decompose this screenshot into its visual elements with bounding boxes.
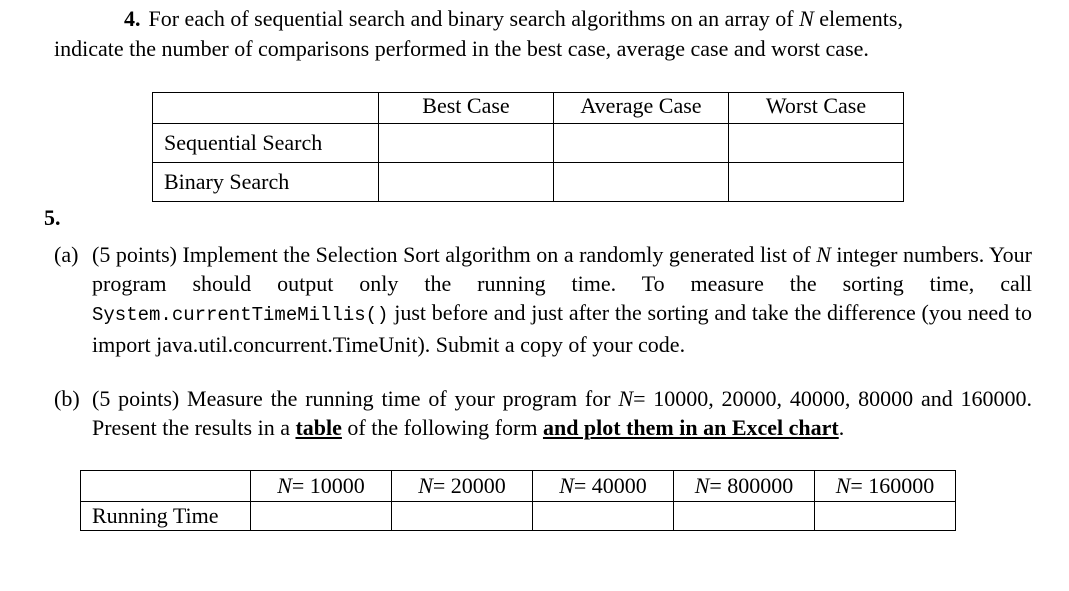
header-average-case: Average Case <box>554 93 729 124</box>
question-5b-label: (b) <box>54 386 80 411</box>
header-var-n: N <box>418 473 433 498</box>
question-5b-text-4: . <box>838 415 845 440</box>
question-4-line-1 <box>124 6 903 32</box>
table-row <box>153 124 904 163</box>
table-cell <box>533 502 674 531</box>
table-header-row <box>153 93 904 124</box>
header-var-n: N <box>277 473 292 498</box>
question-5-number: 5. <box>44 205 61 230</box>
question-5b-emph-chart: and plot them in an Excel chart <box>542 415 839 440</box>
header-n-800000: N= 800000 <box>674 471 815 502</box>
question-5a-text-2: integer numbers. Your program should output only the running time. To measure the sorting time, call <box>92 242 1032 296</box>
question-4-number: 4. <box>124 6 141 31</box>
question-5b-paragraph <box>54 384 1032 442</box>
table-cell <box>815 502 956 531</box>
table-cell <box>379 124 554 163</box>
question-5a-code: System.currentTimeMillis() <box>92 304 389 326</box>
row-label-running-time: Running Time <box>81 502 251 531</box>
table-row <box>81 502 956 531</box>
table-cell <box>379 163 554 202</box>
header-var-n: N <box>835 473 851 498</box>
header-n-20000: N= 20000 <box>392 471 533 502</box>
header-n-160000: N= 160000 <box>815 471 956 502</box>
header-var-n: N <box>694 473 710 498</box>
question-4-line-2: indicate the number of comparisons performed in the best case, average case and worst case. <box>54 36 869 61</box>
header-best-case: Best Case <box>379 93 554 124</box>
table-cell <box>729 124 904 163</box>
row-label-sequential-search: Sequential Search <box>153 124 379 163</box>
question-5b-text-1: (5 points) Measure the running time of your program for <box>92 386 611 411</box>
question-5a-paragraph <box>54 240 1032 359</box>
question-5a-var-n: N <box>816 242 831 267</box>
table-row <box>153 163 904 202</box>
question-5b-emph-table: table <box>295 415 342 440</box>
question-5b-body <box>92 384 1032 442</box>
search-comparison-table <box>152 92 904 202</box>
table-header-row <box>81 471 956 502</box>
header-n-40000: N= 40000 <box>533 471 674 502</box>
table-header-cell <box>81 471 251 502</box>
running-time-table <box>80 470 956 531</box>
question-4-var-n: N <box>799 6 814 31</box>
question-4-text-a: For each of sequential search and binary search algorithms on an array of <box>148 6 794 31</box>
question-5a-text-3: just before and just after the sorting and take the difference (you need to import java.util.concurrent.TimeUnit). Submit a copy of your code. <box>92 300 1033 357</box>
question-5a-body <box>92 240 1032 359</box>
row-label-binary-search: Binary Search <box>153 163 379 202</box>
table-header-cell <box>153 93 379 124</box>
table-cell <box>729 163 904 202</box>
table-cell <box>674 502 815 531</box>
question-5b-text-2: = 10000, 20000, 40000, 80000 and 160000. Present the results in a <box>92 386 1032 440</box>
question-5b-text-3: of the following form <box>347 415 538 440</box>
table-cell <box>392 502 533 531</box>
header-var-n: N <box>559 473 574 498</box>
question-5a-label: (a) <box>54 242 79 267</box>
table-cell <box>251 502 392 531</box>
header-worst-case: Worst Case <box>729 93 904 124</box>
header-n-10000: N= 10000 <box>251 471 392 502</box>
question-4-text-b: elements, <box>819 6 903 31</box>
table-cell <box>554 124 729 163</box>
question-5b-var-n: N <box>618 386 634 411</box>
question-5a-text-1: (5 points) Implement the Selection Sort algorithm on a randomly generated list of <box>92 242 811 267</box>
table-cell <box>554 163 729 202</box>
